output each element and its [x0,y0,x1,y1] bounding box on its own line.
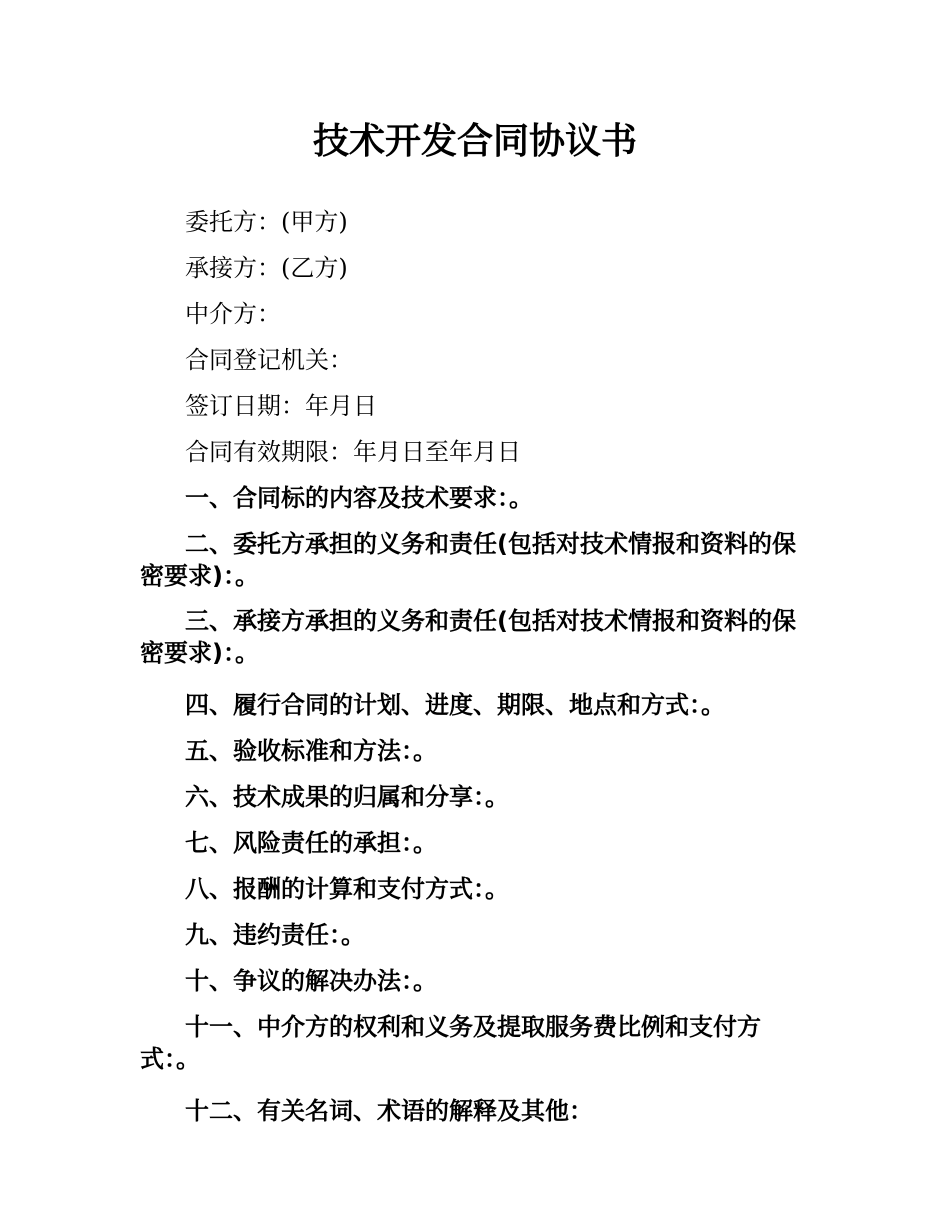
field-intermediary: 中介方： [185,300,281,328]
field-contractor: 承接方：(乙方) [185,254,348,282]
clause-12: 十二、有关名词、术语的解释及其他： [185,1097,593,1125]
clause-5: 五、验收标准和方法：。 [185,737,437,765]
clause-8: 八、报酬的计算和支付方式：。 [185,875,509,903]
clause-11: 十一、中介方的权利和义务及提取服务费比例和支付方式：。 [140,1013,761,1073]
clause-10: 十、争议的解决办法：。 [185,967,437,995]
document-title: 技术开发合同协议书 [312,121,637,162]
clause-1: 一、合同标的内容及技术要求：。 [185,484,533,512]
field-registration-authority: 合同登记机关： [185,346,353,374]
clause-9: 九、违约责任：。 [185,921,365,949]
clause-4: 四、履行合同的计划、进度、期限、地点和方式：。 [185,691,725,719]
field-signing-date: 签订日期：年月日 [185,392,377,420]
clause-7: 七、风险责任的承担：。 [185,829,437,857]
clause-2: 二、委托方承担的义务和责任(包括对技术情报和资料的保密要求)：。 [140,530,796,590]
document-body [140,199,805,1134]
field-validity-period: 合同有效期限：年月日至年月日 [185,438,521,466]
field-client: 委托方：(甲方) [185,208,348,236]
clause-6: 六、技术成果的归属和分享：。 [185,783,509,811]
clause-3: 三、承接方承担的义务和责任(包括对技术情报和资料的保密要求)：。 [140,607,796,667]
